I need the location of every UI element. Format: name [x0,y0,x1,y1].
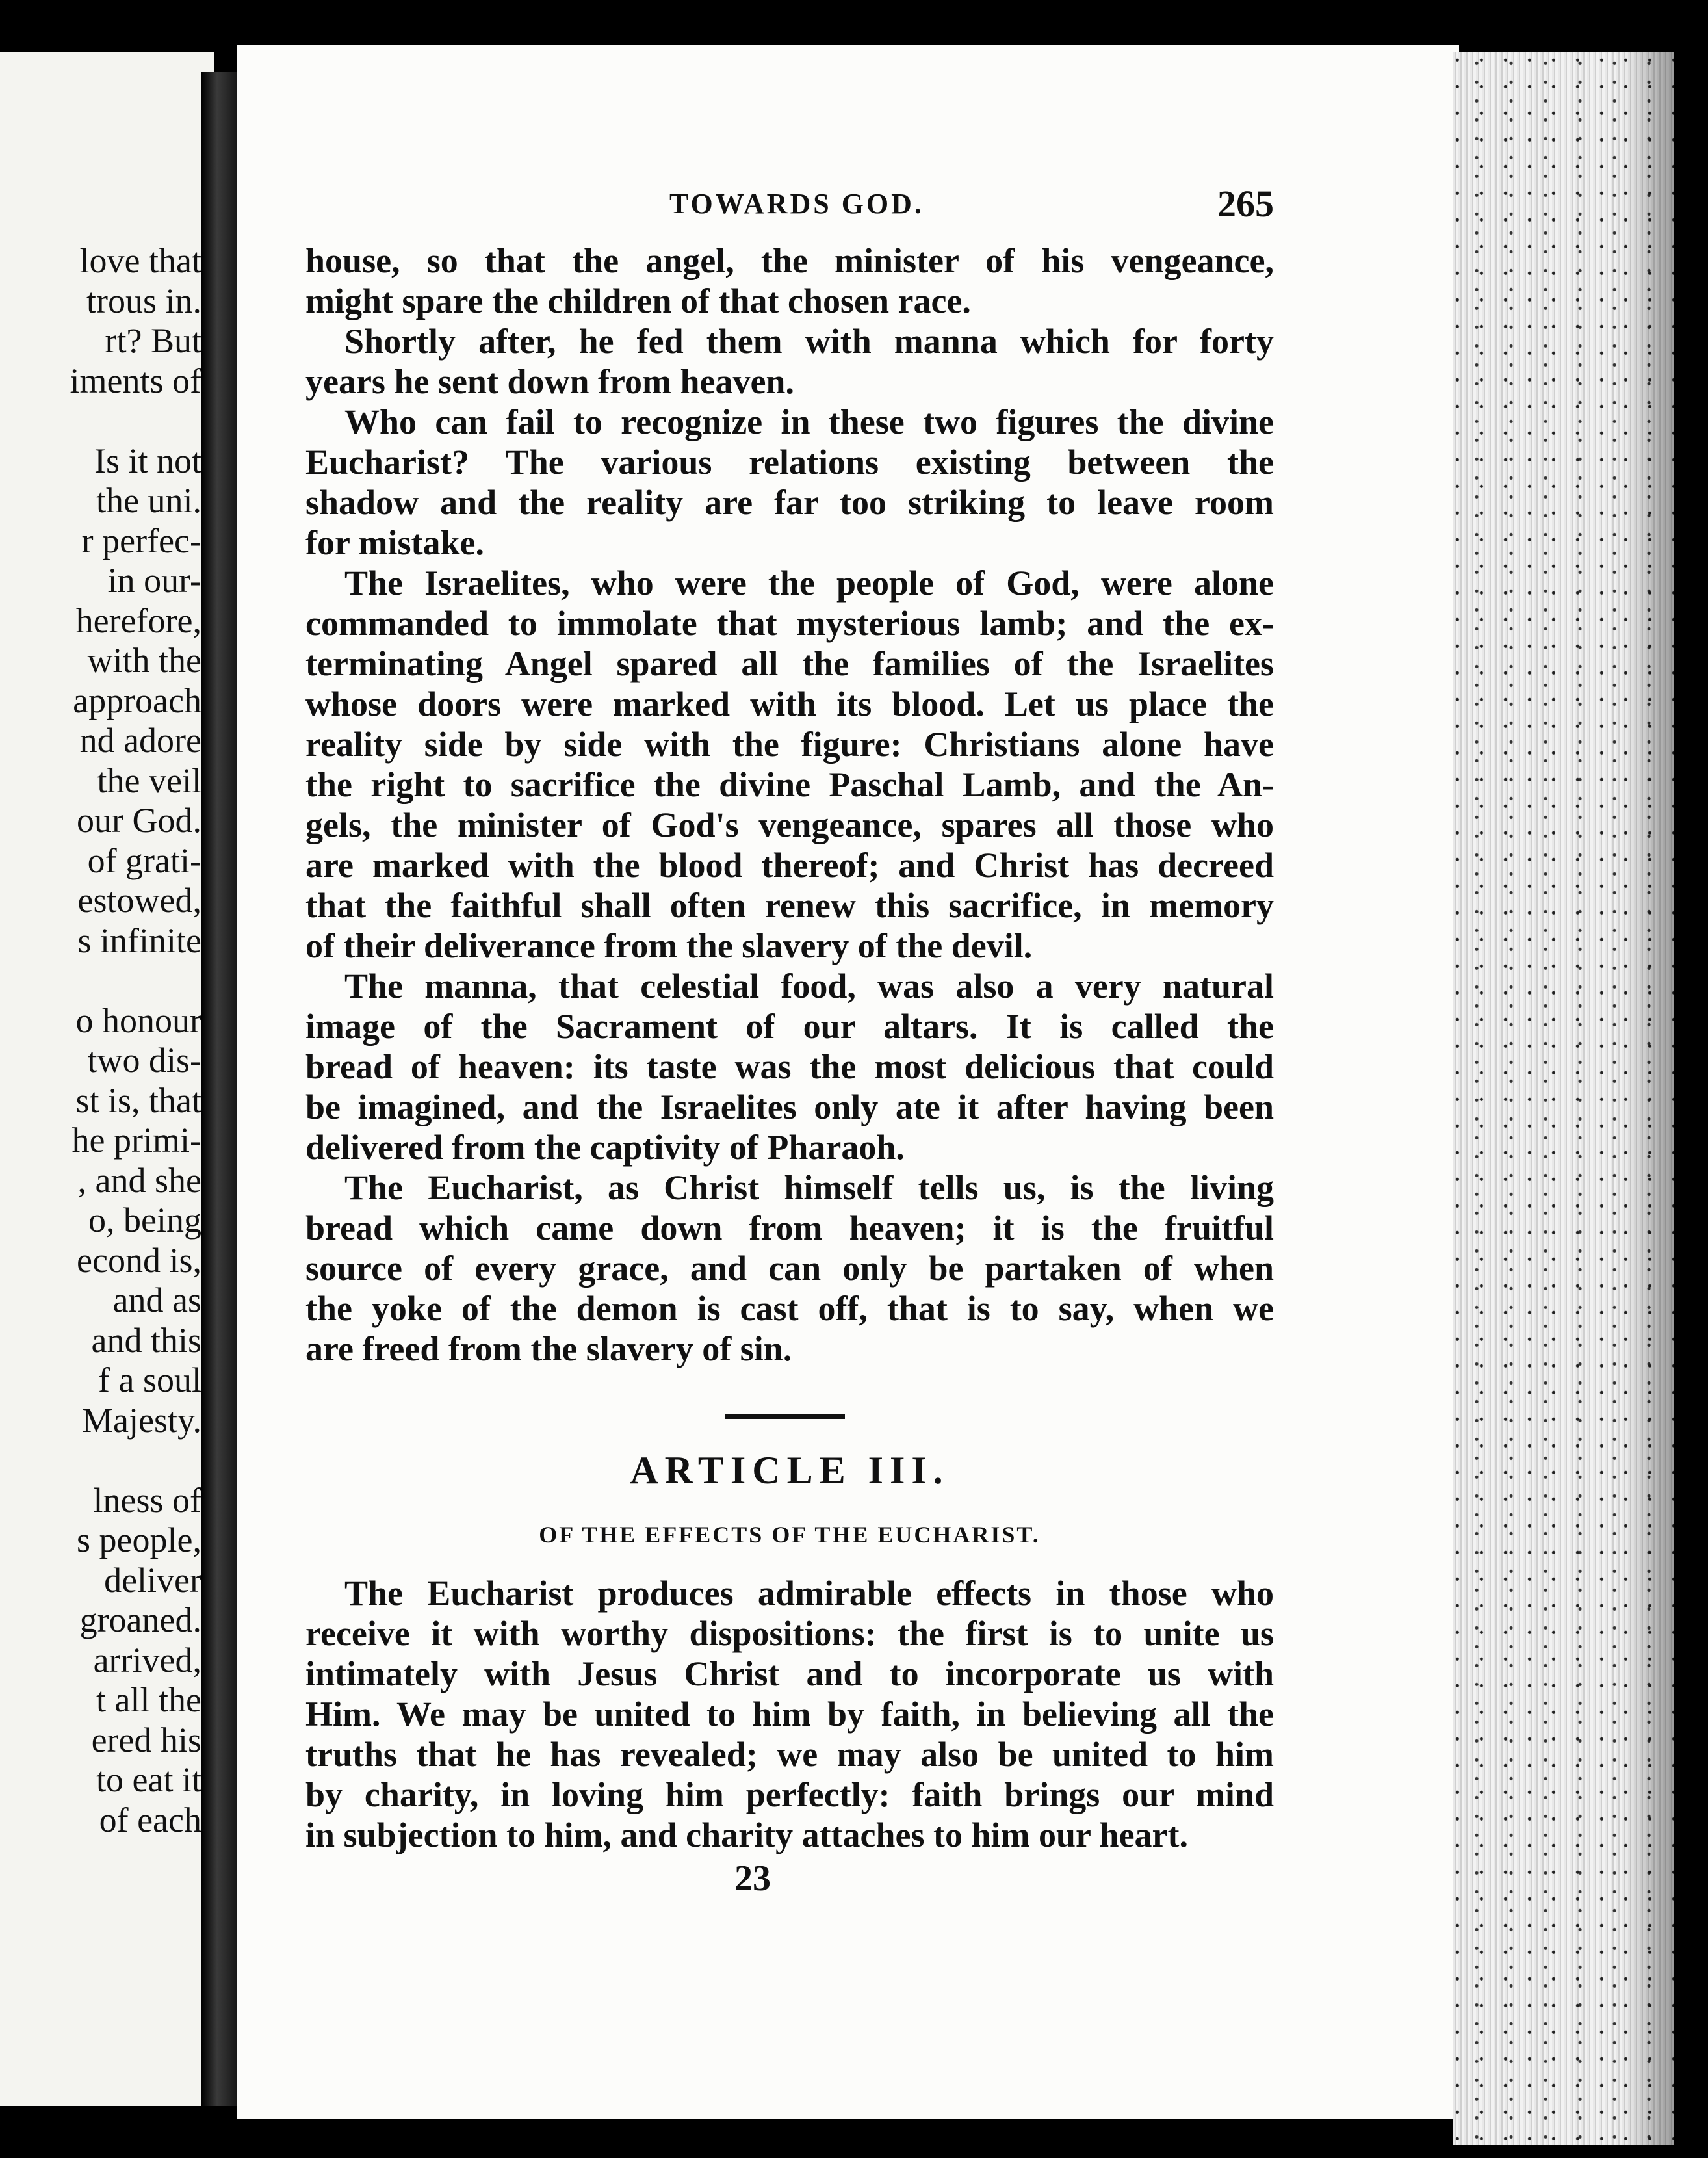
left-page-line: s infinite [77,920,201,960]
text-line: be imagined, and the Israelites only ate it after having been [305,1087,1274,1126]
page-header [305,182,1274,228]
article-line: The Eucharist produces admirable effects in those who [344,1574,1274,1613]
article-line: receive it with worthy dispositions: the first is to unite us [305,1614,1274,1653]
left-page-line: with the [87,641,201,680]
left-page-line: f a soul [98,1360,201,1399]
running-head: TOWARDS GOD. [669,188,924,220]
text-line: The Israelites, who were the people of God, were alone [344,564,1274,603]
left-page-line: in our- [107,561,201,600]
left-page-line: trous in. [86,281,201,320]
section-divider [725,1414,845,1419]
article-line: by charity, in loving him perfectly: faith brings our mind [305,1775,1274,1814]
article-line: in subjection to him, and charity attaches to him our heart. [305,1815,1188,1854]
body-text [305,240,1274,1369]
text-line: Eucharist? The various relations existing between the [305,443,1274,482]
signature-mark: 23 [734,1858,771,1899]
article-line: truths that he has revealed; we may also be united to him [305,1735,1274,1774]
left-page-line: s people, [77,1520,201,1559]
left-page-line: and this [91,1320,201,1360]
text-line: shadow and the reality are far too striking to leave room [305,483,1274,522]
left-page [0,52,214,2106]
text-line: for mistake. [305,523,484,562]
text-line: commanded to immolate that mysterious lamb; and the ex- [305,604,1274,643]
text-line: of their deliverance from the slavery of the devil. [305,926,1033,965]
text-line: The Eucharist, as Christ himself tells us, is the living [344,1168,1274,1207]
text-line: Shortly after, he fed them with manna which for forty [344,322,1274,361]
left-page-line: estowed, [77,881,201,920]
left-page-line: rt? But [105,321,201,360]
text-line: source of every grace, and can only be partaken of when [305,1249,1274,1288]
text-line: might spare the children of that chosen race. [305,281,971,320]
left-page-line: r perfec- [81,521,201,560]
text-line: Who can fail to recognize in these two figures the divine [344,402,1274,441]
left-page-line: and as [112,1280,201,1320]
article-line: intimately with Jesus Christ and to incorporate us with [305,1654,1274,1693]
text-line: are marked with the blood thereof; and Christ has decreed [305,846,1274,885]
left-page-line: iments of [70,361,201,400]
text-line: the yoke of the demon is cast off, that is to say, when we [305,1289,1274,1328]
left-page-line: deliver [104,1560,201,1600]
text-line: are freed from the slavery of sin. [305,1329,792,1368]
left-page-line: o honour [75,1000,201,1040]
left-page-line: groaned. [79,1600,201,1639]
article-title: ARTICLE III. [630,1449,950,1492]
left-page-line: st is, that [75,1080,201,1120]
left-page-line: to eat it [96,1760,201,1799]
left-page-line: arrived, [93,1640,201,1680]
text-line: reality side by side with the figure: Christians alone have [305,725,1274,764]
text-line: that the faithful shall often renew this sacrifice, in memory [305,886,1274,925]
text-line: bread of heaven: its taste was the most delicious that could [305,1047,1274,1086]
text-line: delivered from the captivity of Pharaoh. [305,1128,905,1167]
left-page-line: ered his [91,1720,201,1760]
book-gutter [201,72,240,2106]
text-line: years he sent down from heaven. [305,362,794,401]
left-page-line: two dis- [87,1041,201,1080]
left-page-line: the uni. [96,481,201,520]
left-page-line: lness of [93,1480,201,1520]
text-line: bread which came down from heaven; it is the fruitful [305,1208,1274,1247]
left-page-line: of each [99,1800,201,1840]
left-page-line: , and she [77,1160,201,1200]
left-page-line: the veil [97,760,201,800]
left-page-line: Majesty. [82,1400,201,1440]
left-page-line: econd is, [77,1240,201,1280]
article-text [305,1573,1274,1855]
article-subtitle: OF THE EFFECTS OF THE EUCHARIST. [539,1522,1041,1548]
left-page-line: o, being [88,1201,201,1240]
article-line: Him. We may be united to him by faith, in believing all the [305,1695,1274,1734]
left-page-line: nd adore [79,721,201,760]
page-number: 265 [1217,183,1274,225]
text-line: whose doors were marked with its blood. Let us place the [305,684,1274,723]
text-line: house, so that the angel, the minister of his vengeance, [305,241,1274,280]
left-page-line: our God. [77,801,201,840]
left-page-line: approach [73,681,201,720]
text-line: terminating Angel spared all the families of the Israelites [305,644,1274,683]
book-page-edges [1453,52,1674,2145]
left-page-line: he primi- [71,1121,201,1160]
left-page-line: Is it not [94,441,201,480]
left-page-line: love that [79,241,201,280]
left-page-line: herefore, [75,601,201,640]
text-line: the right to sacrifice the divine Paschal Lamb, and the An- [305,765,1274,804]
left-page-line: of grati- [87,840,201,880]
text-line: gels, the minister of God's vengeance, spares all those who [305,805,1274,844]
text-line: The manna, that celestial food, was also a very natural [344,967,1274,1006]
text-line: image of the Sacrament of our altars. It is called the [305,1007,1274,1046]
left-page-line: t all the [96,1680,201,1719]
